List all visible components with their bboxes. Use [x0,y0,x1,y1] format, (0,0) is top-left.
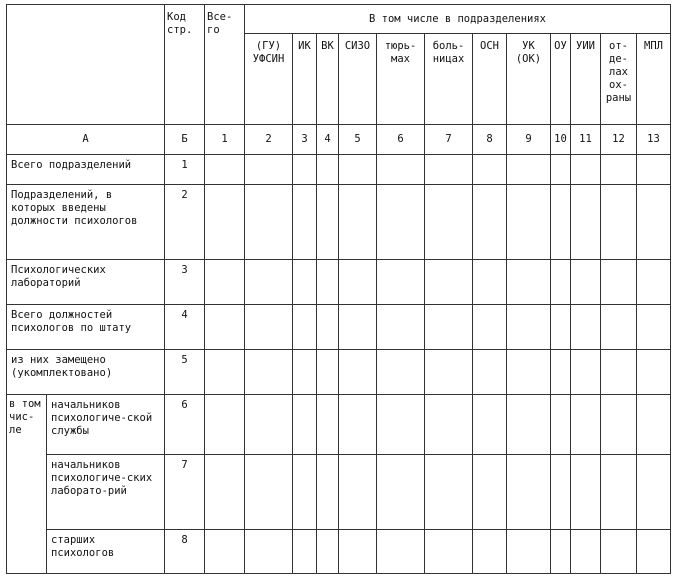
col-header-gu-ufsin: (ГУ) УФСИН [245,34,293,125]
data-cell [339,260,377,305]
data-cell [317,155,339,185]
row-label: Психологических лабораторий [7,260,165,305]
table-row [7,455,671,530]
data-cell [205,530,245,574]
data-cell [473,530,507,574]
data-cell [339,530,377,574]
data-cell [601,260,637,305]
data-cell [601,530,637,574]
data-cell [637,395,671,455]
index-cell-a: А [7,125,165,155]
col-header-sizo: СИЗО [339,34,377,125]
data-cell [507,155,551,185]
data-cell [245,155,293,185]
data-cell [601,455,637,530]
data-cell [601,305,637,350]
data-cell [637,260,671,305]
subdivisions-group-header: В том числе в подразделениях [245,5,671,34]
data-cell [571,155,601,185]
data-cell [551,185,571,260]
data-cell [339,395,377,455]
row-label: старших психологов [47,530,165,574]
data-cell [551,395,571,455]
data-cell [571,530,601,574]
data-cell [551,155,571,185]
data-cell [205,455,245,530]
index-cell: 1 [205,125,245,155]
table-row [7,530,671,574]
data-cell [637,305,671,350]
data-cell [205,155,245,185]
data-cell [377,260,425,305]
header-row-1 [7,5,671,34]
index-cell: 10 [551,125,571,155]
data-cell [339,455,377,530]
data-cell [601,395,637,455]
index-cell: 7 [425,125,473,155]
row-code: 8 [165,530,205,574]
table-row [7,260,671,305]
data-cell [637,155,671,185]
data-cell [551,350,571,395]
data-cell [339,305,377,350]
data-cell [551,305,571,350]
data-cell [507,185,551,260]
data-cell [317,350,339,395]
data-cell [245,350,293,395]
data-cell [637,530,671,574]
index-cell: 5 [339,125,377,155]
data-cell [551,260,571,305]
code-column-header: Код стр. [165,5,205,125]
row-label: из них замещено (укомплектовано) [7,350,165,395]
index-cell: 9 [507,125,551,155]
col-header-ou: ОУ [551,34,571,125]
data-cell [571,350,601,395]
row-label: начальников психологиче-ских лаборато-рий [47,455,165,530]
data-cell [293,530,317,574]
data-cell [473,350,507,395]
data-cell [507,395,551,455]
row-label: начальников психологиче-ской службы [47,395,165,455]
data-cell [293,155,317,185]
data-cell [425,155,473,185]
index-row [7,125,671,155]
data-cell [425,530,473,574]
data-cell [377,530,425,574]
data-cell [205,305,245,350]
data-cell [473,185,507,260]
data-cell [377,350,425,395]
data-cell [377,305,425,350]
row-code: 4 [165,305,205,350]
table-row [7,350,671,395]
data-cell [507,530,551,574]
data-cell [245,395,293,455]
data-cell [205,395,245,455]
data-cell [425,185,473,260]
data-cell [571,455,601,530]
data-cell [293,185,317,260]
index-cell: 11 [571,125,601,155]
index-cell: 13 [637,125,671,155]
data-cell [473,305,507,350]
data-cell [637,185,671,260]
table-row [7,185,671,260]
data-cell [317,260,339,305]
data-cell [551,455,571,530]
row-code: 3 [165,260,205,305]
col-header-hospitals: боль-ницах [425,34,473,125]
data-cell [293,395,317,455]
data-cell [473,260,507,305]
data-cell [425,350,473,395]
row-code: 6 [165,395,205,455]
data-cell [245,305,293,350]
data-cell [473,155,507,185]
data-cell [317,455,339,530]
col-header-osn: ОСН [473,34,507,125]
data-cell [507,455,551,530]
data-cell [425,395,473,455]
row-label: Всего должностей психологов по штату [7,305,165,350]
index-cell: 8 [473,125,507,155]
col-header-vk: ВК [317,34,339,125]
row-code: 2 [165,185,205,260]
data-cell [293,455,317,530]
data-cell [245,185,293,260]
table-row [7,305,671,350]
data-cell [205,185,245,260]
data-cell [293,305,317,350]
psychologists-staffing-table [6,4,671,574]
data-cell [245,530,293,574]
data-cell [571,185,601,260]
data-cell [507,260,551,305]
data-cell [637,350,671,395]
data-cell [245,260,293,305]
row-code: 1 [165,155,205,185]
index-cell: 4 [317,125,339,155]
data-cell [425,305,473,350]
data-cell [377,395,425,455]
including-label: в том чис-ле [7,395,47,574]
data-cell [293,350,317,395]
data-cell [571,260,601,305]
data-cell [339,155,377,185]
data-cell [339,185,377,260]
data-cell [601,350,637,395]
data-cell [317,185,339,260]
col-header-prisons: тюрь-мах [377,34,425,125]
col-header-uk-ok: УК (ОК) [507,34,551,125]
data-cell [507,350,551,395]
data-cell [601,185,637,260]
data-cell [317,395,339,455]
index-cell-b: Б [165,125,205,155]
data-cell [425,260,473,305]
data-cell [551,530,571,574]
row-code: 5 [165,350,205,395]
data-cell [377,455,425,530]
col-header-mpl: МПЛ [637,34,671,125]
data-cell [507,305,551,350]
table-row [7,155,671,185]
data-cell [205,350,245,395]
data-cell [317,530,339,574]
data-cell [571,395,601,455]
data-cell [317,305,339,350]
index-cell: 12 [601,125,637,155]
data-cell [601,155,637,185]
row-label: Подразделений, в которых введены должности психологов [7,185,165,260]
col-header-uii: УИИ [571,34,601,125]
data-cell [425,455,473,530]
row-label: Всего подразделений [7,155,165,185]
table-row [7,395,671,455]
data-cell [377,185,425,260]
data-cell [637,455,671,530]
total-column-header: Все-го [205,5,245,125]
row-code: 7 [165,455,205,530]
data-cell [205,260,245,305]
data-cell [377,155,425,185]
data-cell [339,350,377,395]
index-cell: 3 [293,125,317,155]
data-cell [245,455,293,530]
index-cell: 2 [245,125,293,155]
data-cell [473,455,507,530]
name-column-header [7,5,165,125]
col-header-ik: ИК [293,34,317,125]
data-cell [473,395,507,455]
data-cell [571,305,601,350]
col-header-guard-departments: от-де-лах ох-раны [601,34,637,125]
data-cell [293,260,317,305]
index-cell: 6 [377,125,425,155]
